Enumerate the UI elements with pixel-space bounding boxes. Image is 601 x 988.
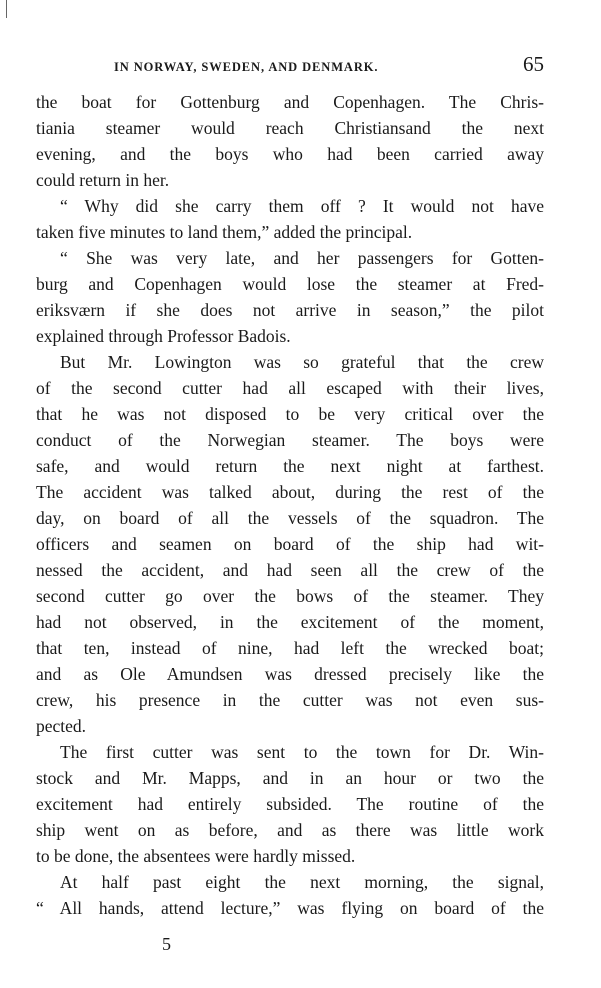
text-line: of the second cutter had all escaped with their lives,: [36, 378, 544, 398]
page-number: 65: [523, 52, 544, 76]
text-line: evening, and the boys who had been carried away: [36, 144, 544, 164]
text-line: crew, his presence in the cutter was not even sus-: [36, 690, 544, 710]
text-line: conduct of the Norwegian steamer. The boys were: [36, 430, 544, 450]
text-line: second cutter go over the bows of the steamer. They: [36, 586, 544, 606]
text-line: the boat for Gottenburg and Copenhagen. The Chris-: [36, 92, 544, 112]
text-line: stock and Mr. Mapps, and in an hour or two the: [36, 768, 544, 788]
text-line: eriksværn if she does not arrive in season,” the pilot: [36, 300, 544, 320]
text-line: nessed the accident, and had seen all the crew of the: [36, 560, 544, 580]
text-line: But Mr. Lowington was so grateful that the crew: [60, 352, 544, 372]
text-line: ship went on as before, and as there was little work: [36, 820, 544, 840]
text-line: that he was not disposed to be very critical over the: [36, 404, 544, 424]
running-head: [36, 52, 546, 76]
text-line: “ Why did she carry them off ? It would not have: [60, 196, 544, 216]
text-line: “ All hands, attend lecture,” was flying on board of the: [36, 898, 544, 918]
text-line: day, on board of all the vessels of the squadron. The: [36, 508, 544, 528]
text-line: “ She was very late, and her passengers for Gotten-: [60, 248, 544, 268]
text-line: that ten, instead of nine, had left the wrecked boat;: [36, 638, 544, 658]
text-line: The accident was talked about, during the rest of the: [36, 482, 544, 502]
text-line: excitement had entirely subsided. The routine of the: [36, 794, 544, 814]
text-line: taken five minutes to land them,” added the principal.: [36, 222, 413, 242]
text-line: pected.: [36, 716, 87, 736]
text-line: to be done, the absentees were hardly missed.: [36, 846, 356, 866]
text-line: tiania steamer would reach Christiansand the next: [36, 118, 544, 138]
text-line: safe, and would return the next night at farthest.: [36, 456, 544, 476]
body-text: [36, 89, 544, 921]
signature-mark: 5: [162, 934, 171, 954]
scan-artifact: [6, 0, 7, 18]
running-head-title: IN NORWAY, SWEDEN, AND DENMARK.: [114, 60, 379, 74]
text-line: burg and Copenhagen would lose the steamer at Fred-: [36, 274, 544, 294]
text-line: and as Ole Amundsen was dressed precisely like the: [36, 664, 544, 684]
text-line: At half past eight the next morning, the signal,: [60, 872, 544, 892]
text-line: had not observed, in the excitement of the moment,: [36, 612, 544, 632]
text-line: officers and seamen on board of the ship had wit-: [36, 534, 544, 554]
text-line: The first cutter was sent to the town for Dr. Win-: [60, 742, 544, 762]
text-line: explained through Professor Badois.: [36, 326, 291, 346]
text-line: could return in her.: [36, 170, 170, 190]
